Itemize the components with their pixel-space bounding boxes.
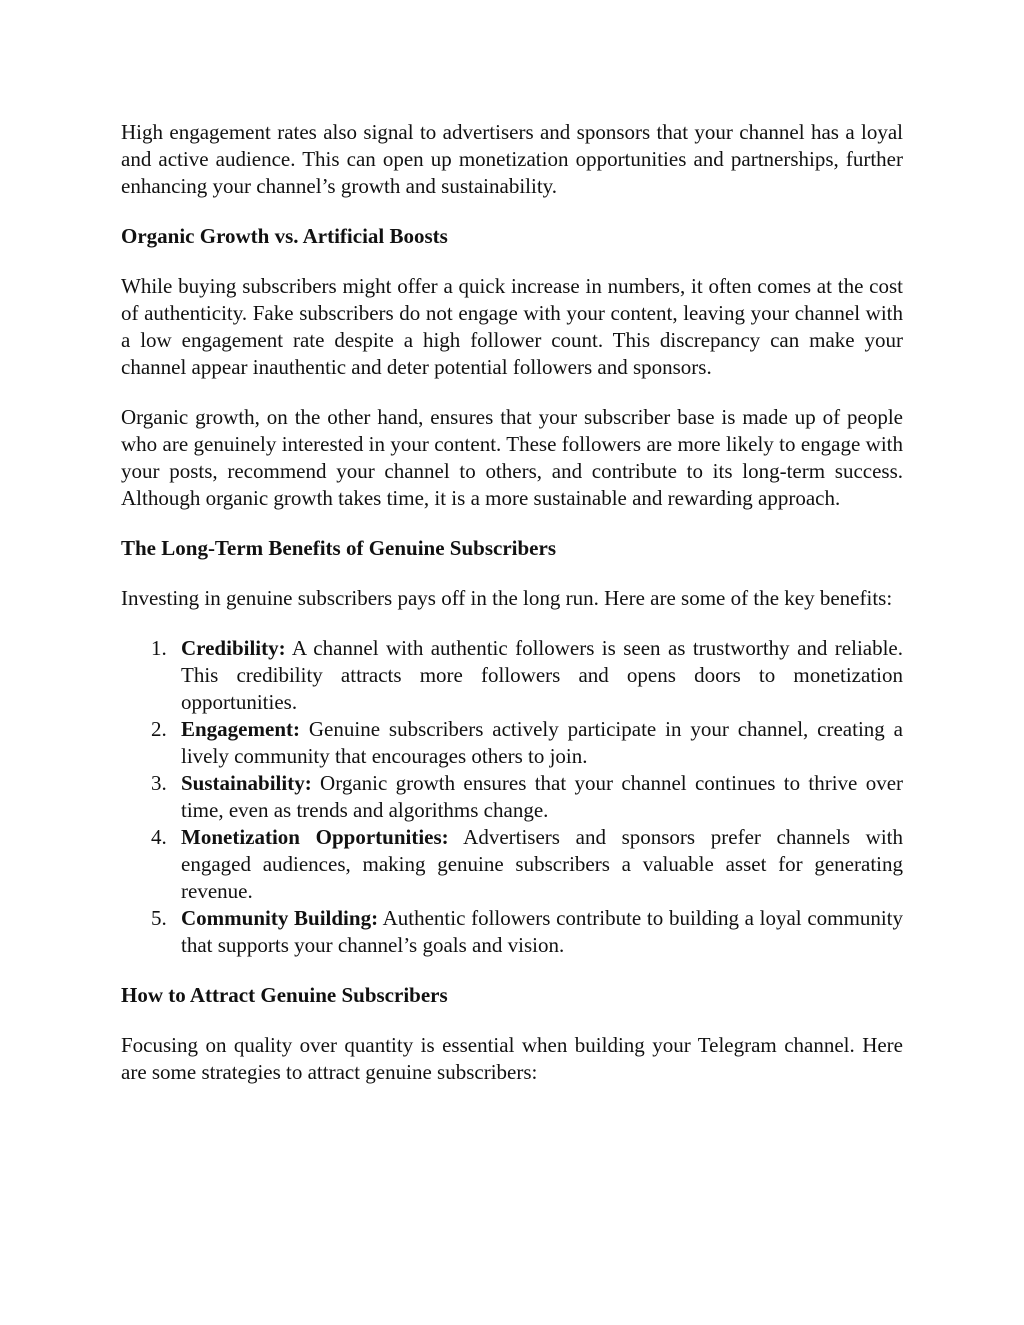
list-item-sustainability [121, 770, 903, 824]
list-term: Engagement: [181, 717, 300, 741]
list-term: Credibility: [181, 636, 286, 660]
benefits-list [121, 635, 903, 959]
list-item-engagement [121, 716, 903, 770]
list-term: Community Building: [181, 906, 379, 930]
list-number: 5. [151, 906, 167, 930]
list-term: Monetization Opportunities: [181, 825, 449, 849]
list-text: Authentic followers contribute to building a loyal community that supports your channel’s goals and vision. [181, 906, 903, 957]
list-item-community [121, 905, 903, 959]
paragraph-engagement-advertisers: High engagement rates also signal to advertisers and sponsors that your channel has a loyal and active audience. This can open up monetization opportunities and partnerships, further enhancing your channel’s growth and sustainability. [121, 120, 903, 198]
list-term: Sustainability: [181, 771, 312, 795]
list-number: 3. [151, 771, 167, 795]
paragraph-buying-subscribers: While buying subscribers might offer a quick increase in numbers, it often comes at the cost of authenticity. Fake subscribers do not engage with your content, leaving your channel with a low engagement rate despite a high follower count. This discrepancy can make your channel appear inauthentic and deter potential followers and sponsors. [121, 274, 903, 379]
paragraph-quality-over-quantity: Focusing on quality over quantity is essential when building your Telegram channel. Here are some strategies to attract genuine subscribers: [121, 1033, 903, 1084]
heading-long-term-benefits: The Long-Term Benefits of Genuine Subscribers [121, 536, 556, 560]
paragraph-organic-growth: Organic growth, on the other hand, ensures that your subscriber base is made up of people who are genuinely interested in your content. These followers are more likely to engage with your posts, recommend your channel to others, and contribute to its long-term success. Although organic growth takes time, it is a more sustainable and rewarding approach. [121, 405, 903, 510]
heading-organic-growth: Organic Growth vs. Artificial Boosts [121, 224, 448, 248]
list-item-credibility [121, 635, 903, 716]
list-number: 4. [151, 825, 167, 849]
list-text: Advertisers and sponsors prefer channels with engaged audiences, making genuine subscribers a valuable asset for generating revenue. [181, 825, 903, 903]
list-item-monetization [121, 824, 903, 905]
list-number: 2. [151, 717, 167, 741]
heading-attract-subscribers: How to Attract Genuine Subscribers [121, 983, 448, 1007]
list-text: Organic growth ensures that your channel continues to thrive over time, even as trends and algorithms change. [181, 771, 904, 822]
list-text: Genuine subscribers actively participate in your channel, creating a lively community that encourages others to join. [181, 717, 903, 768]
list-text: A channel with authentic followers is seen as trustworthy and reliable. This credibility attracts more followers and opens doors to monetization opportunities. [181, 636, 903, 714]
paragraph-investing: Investing in genuine subscribers pays off in the long run. Here are some of the key benefits: [121, 586, 893, 610]
list-number: 1. [151, 636, 167, 660]
document-page [121, 119, 903, 1109]
